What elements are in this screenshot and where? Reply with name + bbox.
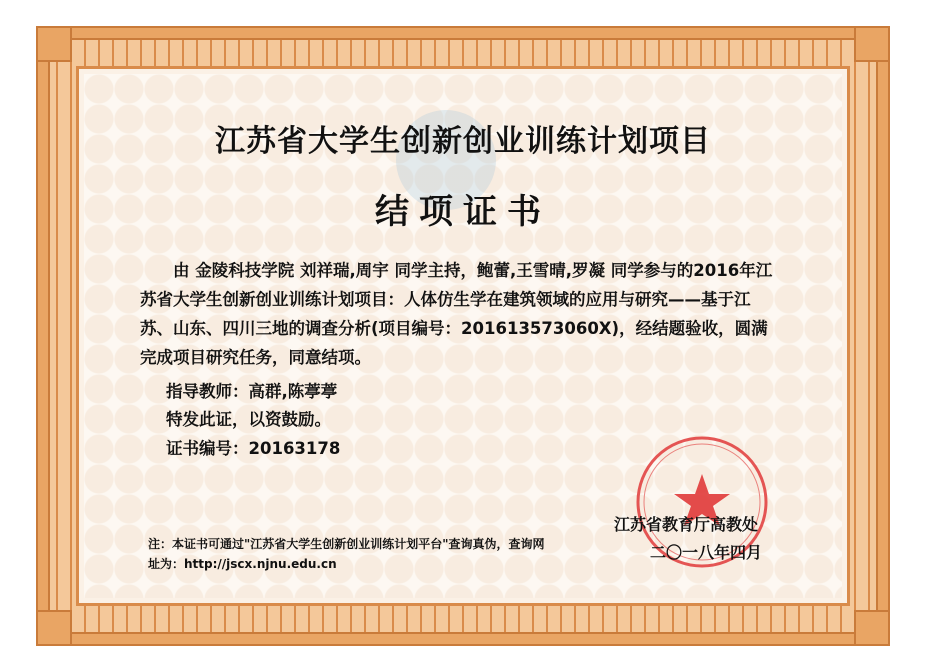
- corner-ornament: [854, 26, 890, 62]
- award-line: 特发此证，以资鼓励。: [166, 410, 331, 429]
- corner-ornament: [36, 26, 72, 62]
- issue-date: 二〇一八年四月: [650, 543, 763, 562]
- corner-ornament: [36, 610, 72, 646]
- verification-note: 注：本证书可通过"江苏省大学生创新创业训练计划平台"查询真伪，查询网 址为：http://jscx.njnu.edu.cn: [148, 537, 545, 571]
- certificate-number: 证书编号：20163178: [166, 439, 341, 458]
- corner-ornament: [854, 610, 890, 646]
- certificate-title: 江苏省大学生创新创业训练计划项目: [215, 124, 711, 159]
- advisor-line: 指导教师：高群,陈葶葶: [166, 382, 338, 401]
- certificate-body: [140, 256, 780, 372]
- body-paragraph: 由 金陵科技学院 刘祥瑞,周宇 同学主持，鲍蕾,王雪晴,罗凝 同学参与的2016年江苏省大学生创新创业训练计划项目：人体仿生学在建筑领域的应用与研究——基于江苏、山东、四川三地的调查分析(项目编号：201613573060X)，经结题验收，圆满完成项目研究任务，同意结项。: [140, 261, 773, 367]
- certificate-subtitle: 结项证书: [375, 192, 551, 232]
- issuer: 江苏省教育厅高教处: [614, 515, 759, 534]
